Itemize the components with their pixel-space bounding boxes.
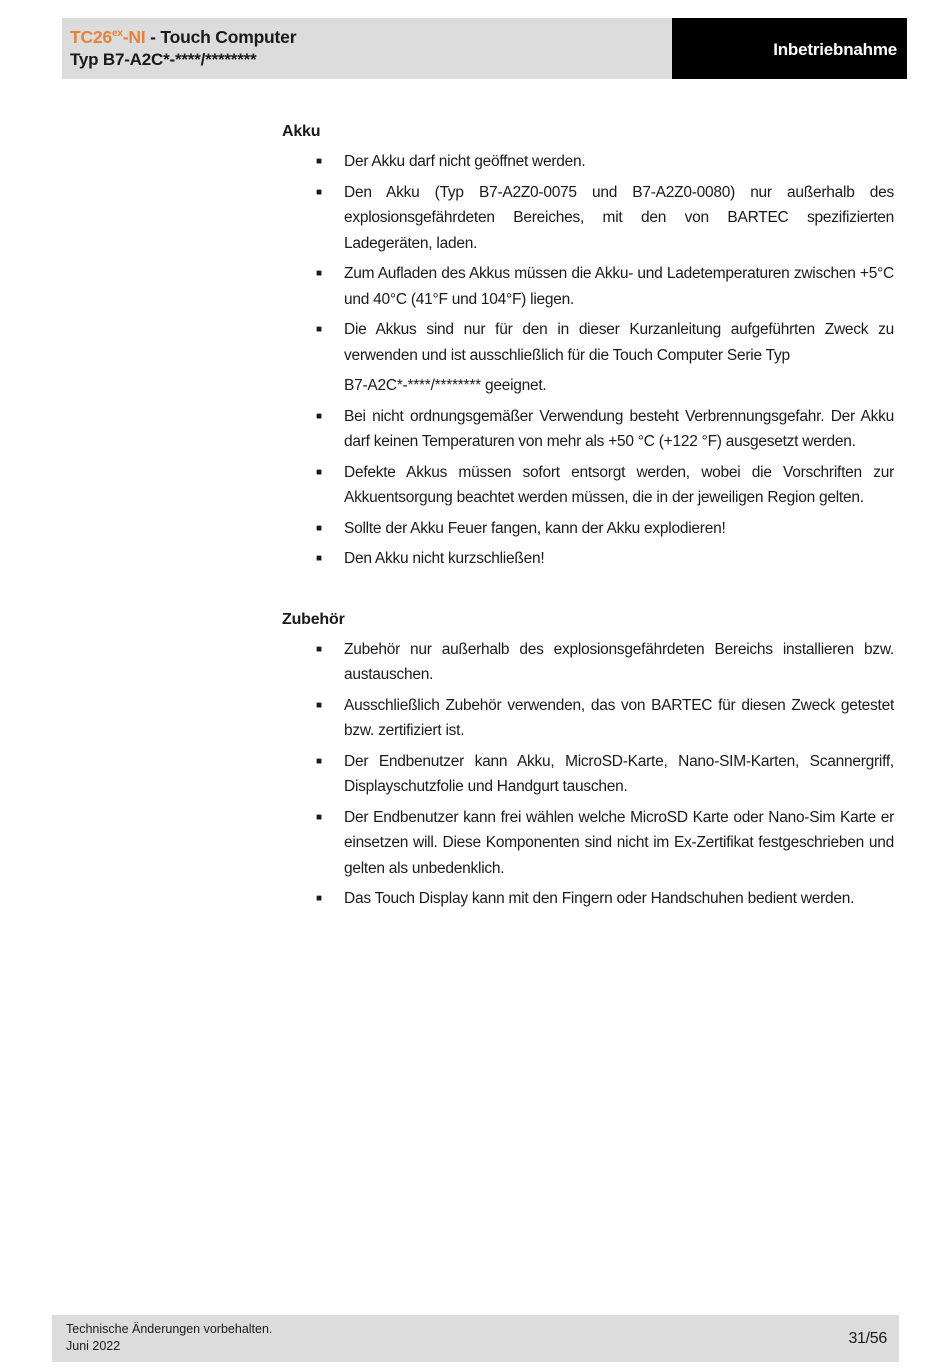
list-item-text: Zum Aufladen des Akkus müssen die Akku- und Ladetemperaturen zwischen +5°C und 40°C (41°F und 104°F) liegen.: [344, 265, 894, 308]
list-item-text: Der Endbenutzer kann Akku, MicroSD-Karte, Nano-SIM-Karten, Scannergriff, Displayschutzfolie und Handgurt tauschen.: [344, 752, 894, 795]
page-footer: [52, 1315, 899, 1362]
list-item-continuation: B7-A2C*-****/******** geeignet.: [344, 377, 547, 394]
list-item: [282, 460, 894, 511]
square-bullet-icon: ■: [316, 156, 322, 167]
list-item: [282, 516, 894, 542]
product-name: [70, 25, 672, 49]
list-item-text: Ausschließlich Zubehör verwenden, das von BARTEC für diesen Zweck getestet bzw. zertifiziert ist.: [344, 696, 894, 739]
list-item-text: Das Touch Display kann mit den Fingern oder Handschuhen bedient werden.: [344, 890, 855, 907]
list-item-text: Sollte der Akku Feuer fangen, kann der Akku explodieren!: [344, 519, 726, 537]
product-rest: - Touch Computer: [145, 27, 297, 47]
square-bullet-icon: ■: [316, 553, 322, 564]
list-item: [282, 749, 894, 800]
square-bullet-icon: ■: [316, 811, 322, 823]
list-item-text: Defekte Akkus müssen sofort entsorgt werden, wobei die Vorschriften zur Akkuentsorgung beachtet werden müssen, die in der jeweiligen Region gelten.: [344, 463, 894, 506]
list-item: [282, 886, 894, 912]
list-item-text: Die Akkus sind nur für den in dieser Kurzanleitung aufgeführten Zweck zu verwenden und ist ausschließlich für die Touch Computer Serie Typ: [344, 321, 894, 364]
square-bullet-icon: ■: [316, 699, 322, 711]
list-item-text: Bei nicht ordnungsgemäßer Verwendung besteht Verbrennungsgefahr. Der Akku darf keinen Temperaturen von mehr als +50 °C (+122 °F) ausgesetzt werden.: [344, 407, 894, 450]
section-title: Zubehör: [282, 610, 345, 628]
footer-note: Technische Änderungen vorbehalten.: [66, 1322, 273, 1336]
list-item: [282, 404, 894, 455]
main-content: [282, 120, 894, 917]
list-item: [282, 317, 894, 399]
product-superscript: ex: [112, 28, 123, 39]
list-item: [282, 693, 894, 744]
list-item-text: Der Endbenutzer kann frei wählen welche MicroSD Karte oder Nano-Sim Karte er einsetzen will. Diese Komponenten sind nicht im Ex-Zertifikat festgeschrieben und gelten als unbedenklich.: [344, 808, 894, 877]
list-item: [282, 546, 894, 572]
product-type: Typ B7-A2C*-****/********: [70, 50, 257, 69]
list-item: [282, 149, 894, 175]
square-bullet-icon: ■: [316, 522, 322, 534]
product-prefix: TC26: [70, 27, 112, 47]
bullet-list: [282, 149, 894, 572]
square-bullet-icon: ■: [316, 268, 322, 279]
list-item-text: Der Akku darf nicht geöffnet werden.: [344, 153, 586, 170]
square-bullet-icon: ■: [316, 755, 322, 767]
square-bullet-icon: ■: [316, 186, 322, 198]
square-bullet-icon: ■: [316, 893, 322, 904]
square-bullet-icon: ■: [316, 324, 322, 335]
bullet-list: [282, 637, 894, 912]
square-bullet-icon: ■: [316, 410, 322, 422]
list-item: [282, 180, 894, 257]
section-title: Akku: [282, 123, 321, 140]
square-bullet-icon: ■: [316, 643, 322, 655]
square-bullet-icon: ■: [316, 466, 322, 478]
list-item-text: Den Akku nicht kurzschließen!: [344, 550, 545, 567]
list-item: [282, 261, 894, 312]
chapter-title: Inbetriebnahme: [672, 18, 907, 79]
header-title-block: [62, 18, 672, 79]
footer-date: Juni 2022: [66, 1339, 121, 1353]
list-item-text: Den Akku (Typ B7-A2Z0-0075 und B7-A2Z0-0080) nur außerhalb des explosionsgefährdeten Bereiches, mit den von BARTEC spezifizierten Ladegeräten, laden.: [344, 183, 894, 252]
product-suffix: -NI: [122, 27, 146, 47]
list-item: [282, 637, 894, 688]
list-item-text: Zubehör nur außerhalb des explosionsgefährdeten Bereichs installieren bzw. austauschen.: [344, 640, 894, 683]
page-number: 31/56: [848, 1330, 887, 1347]
list-item: [282, 805, 894, 882]
